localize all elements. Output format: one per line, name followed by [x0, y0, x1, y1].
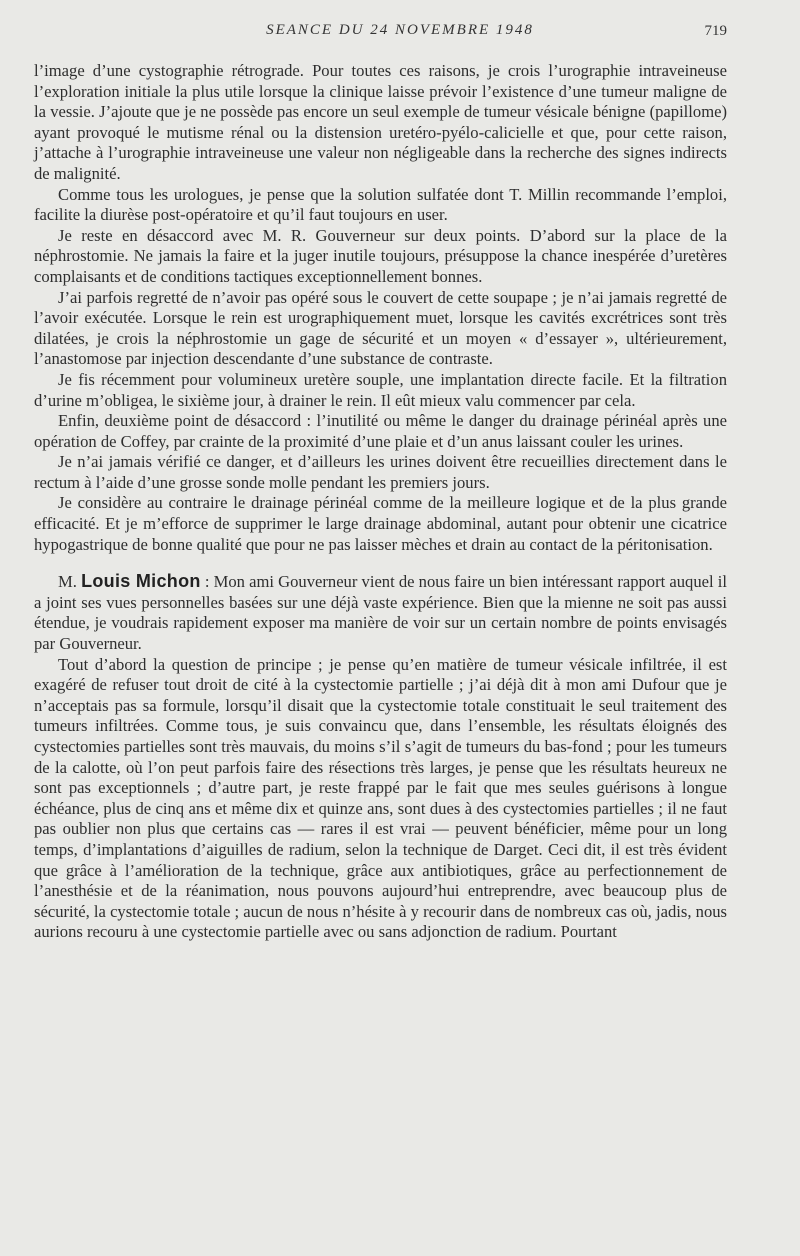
paragraph: Je reste en désaccord avec M. R. Gouverneur sur deux points. D’abord sur la place de la néphrostomie. Ne jamais la faire et la juger inutile toujours, présuppose la chance inespérée d’uretères complaisants et de conditions tactiques exceptionnellement bonnes. — [34, 225, 727, 286]
speech-text: : Mon ami Gouverneur vient de nous faire un bien intéressant rapport auquel il a joint ses vues personnelles basées sur une déjà vaste expérience. Bien que la mienne ne soit pas aussi étendue, je voudrais rapidement exposer ma manière de voir sur un certain nombre de points envisagés par Gouverneur. — [34, 572, 727, 654]
speaker-prefix: M. — [58, 572, 82, 592]
speech-intro — [34, 571, 727, 654]
paragraph: J’ai parfois regretté de n’avoir pas opéré sous le couvert de cette soupape ; je n’ai jamais regretté de l’avoir exécutée. Lorsque le rein est urographiquement muet, lorsque les cavités excrétrices sont très dilatées, je crois la néphrostomie un gage de sécurité et un moyen « d’essayer », ultérieurement, l’anastomose par injection descendante d’une substance de contraste. — [34, 287, 727, 369]
speaker-name: Louis Michon — [81, 571, 201, 592]
running-title: SEANCE DU 24 NOVEMBRE 1948 — [266, 22, 534, 38]
page-number: 719 — [704, 23, 727, 39]
paragraph: Je fis récemment pour volumineux uretère souple, une implantation directe facile. Et la filtration d’urine m’obligea, le sixième jour, à drainer le rein. Il eût mieux valu commencer par cela. — [34, 369, 727, 410]
body-text — [34, 61, 727, 943]
paragraph: Je n’ai jamais vérifié ce danger, et d’ailleurs les urines doivent être recueillies directement dans le rectum à l’aide d’une grosse sonde molle pendant les premiers jours. — [34, 452, 727, 492]
paragraph: Comme tous les urologues, je pense que la solution sulfatée dont T. Millin recommande l’emploi, facilite la diurèse post-opératoire et qu’il faut toujours en user. — [34, 184, 727, 225]
paragraph: Tout d’abord la question de principe ; je pense qu’en matière de tumeur vésicale infiltrée, il est exagéré de refuser tout droit de cité à la cystectomie partielle ; j’ai déjà dit à mon ami Dufour que je n’acceptais pas sa formule, lorsqu’il disait que la cystectomie totale constituait le seul traitement des tumeurs infiltrées. Comme tous, je suis convaincu que, dans l’ensemble, les résultats éloignés des cystectomies partielles sont très mauvais, du moins s’il s’agit de tumeurs du bas-fond ; pour les tumeurs de la calotte, où l’on peut parfois faire des résections très larges, je pense que les résultats heureux ne sont pas exceptionnels ; d’autre part, je reste frappé par le fait que mes seules guérisons à longue échéance, plus de cinq ans et même dix et quinze ans, sont dues à des cystectomies partielles ; il ne faut pas oublier non plus que certains cas — rares il est vrai — peuvent bénéficier, même pour un long temps, d’implantations d’aiguilles de radium, selon la technique de Darget. Ceci dit, il est très évident que grâce à l’amélioration de la technique, grâce aux antibiotiques, grâce au perfectionnement de l’anesthésie et de la réanimation, nous pouvons aujourd’hui entreprendre, avec beaucoup plus de sécurité, la cystectomie totale ; aucun de nous n’hésite à y recourir dans de nombreux cas où, jadis, nous aurions recouru à une cystectomie partielle avec ou sans adjonction de radium. Pourtant — [34, 654, 727, 942]
paragraph: l’image d’une cystographie rétrograde. Pour toutes ces raisons, je crois l’urographie intraveineuse l’exploration initiale la plus utile lorsque la clinique laisse prévoir l’existence d’une tumeur maligne de la vessie. J’ajoute que je ne possède pas encore un seul exemple de tumeur vésicale bénigne (papillome) ayant provoqué le mutisme rénal ou la distension uretéro-pyélo-calicielle et que, pour cette raison, j’attache à l’urographie intraveineuse une valeur non négligeable dans la recherche des signes indirects de malignité. — [34, 61, 727, 183]
paragraph: Enfin, deuxième point de désaccord : l’inutilité ou même le danger du drainage périnéal après une opération de Coffey, par crainte de la proximité d’une plaie et d’un anus laissant couler les urines. — [34, 411, 727, 451]
running-head — [0, 22, 800, 44]
paragraph: Je considère au contraire le drainage périnéal comme de la meilleure logique et de la plus grande efficacité. Et je m’efforce de supprimer le large drainage abdominal, autant pour obtenir une cicatrice hypogastrique de bonne qualité que pour ne pas laisser mèches et drain au contact de la péritonisation. — [34, 493, 727, 554]
